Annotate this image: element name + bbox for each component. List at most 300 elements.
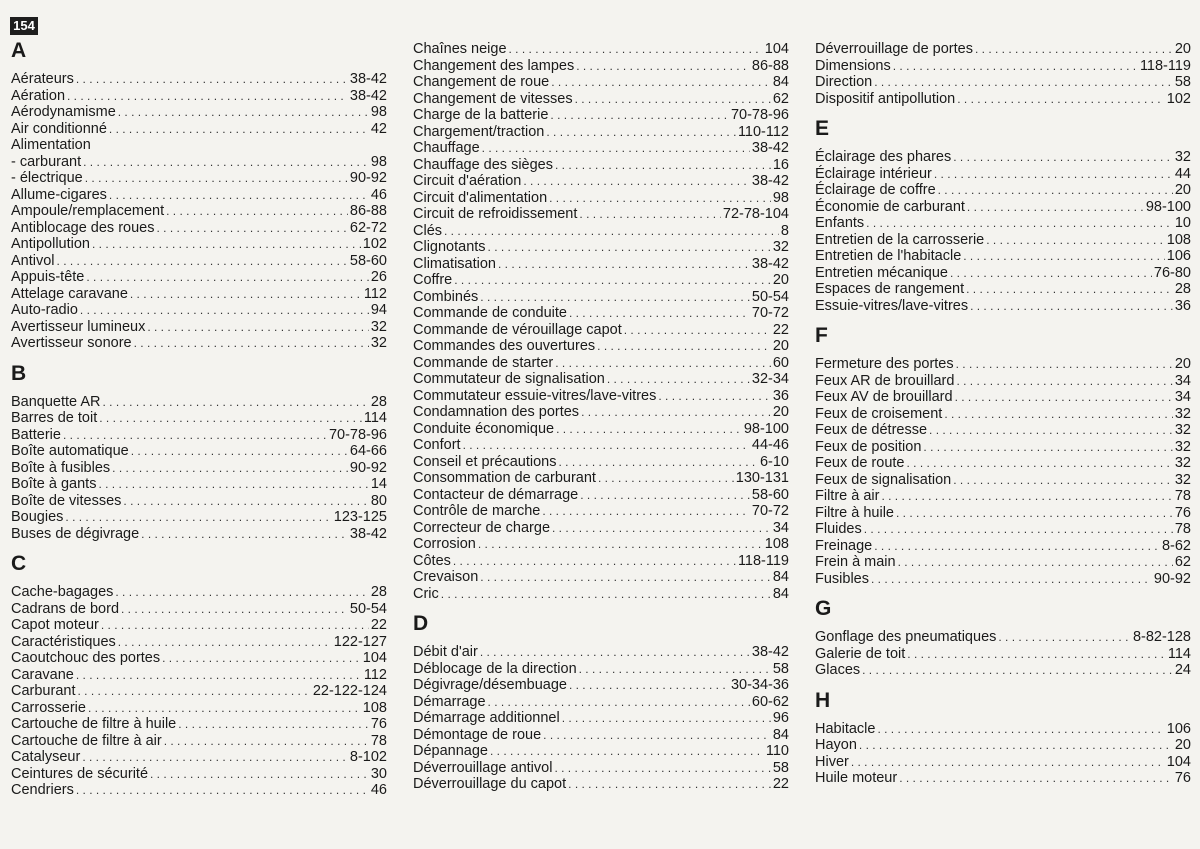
dot-leader (953, 149, 1173, 166)
entry-page-ref: 98 (772, 189, 789, 206)
dot-leader (112, 460, 348, 477)
index-entry (11, 509, 387, 526)
index-entry (815, 662, 1191, 679)
index-entry (413, 305, 789, 322)
index-entry (11, 187, 387, 204)
index-entry (413, 157, 789, 174)
dot-leader (859, 737, 1173, 754)
entry-page-ref: 24 (1174, 662, 1191, 678)
entry-page-ref: 8-82-128 (1132, 629, 1191, 645)
entry-page-ref: 10 (1174, 215, 1191, 231)
index-entry (815, 41, 1191, 58)
entry-page-ref: 20 (772, 404, 789, 420)
entry-label: Freinage (815, 537, 873, 554)
dot-leader (851, 754, 1165, 771)
entry-page-ref: 26 (370, 269, 387, 285)
index-entry (11, 71, 387, 88)
dot-leader (130, 286, 362, 303)
dot-leader (896, 505, 1173, 522)
entry-label: Commande de starter (413, 354, 554, 371)
index-section (815, 323, 1191, 587)
index-entry (413, 776, 789, 793)
dot-leader (579, 661, 771, 678)
entry-label: Appuis-tête (11, 269, 85, 285)
entry-label: Cache-bagages (11, 584, 114, 600)
index-entry (413, 190, 789, 207)
index-entry (815, 422, 1191, 439)
index-entry (413, 289, 789, 306)
index-entry (815, 646, 1191, 663)
entry-page-ref: 20 (1174, 41, 1191, 57)
entry-label: Cartouche de filtre à huile (11, 716, 177, 732)
entry-page-ref: 64-66 (349, 443, 387, 459)
dot-leader (115, 584, 368, 601)
index-entry (815, 505, 1191, 522)
index-section (815, 688, 1191, 787)
dot-leader (83, 154, 369, 171)
entry-page-ref: 38-42 (349, 71, 387, 87)
dot-leader (576, 58, 750, 75)
entry-page-ref: 46 (370, 782, 387, 798)
dot-leader (555, 355, 771, 372)
dot-leader (76, 782, 369, 799)
index-entry (413, 454, 789, 471)
entry-page-ref: 38-42 (349, 525, 387, 542)
entry-label: Confort (413, 437, 461, 453)
dot-leader (134, 335, 369, 352)
index-entry (413, 677, 789, 694)
index-entry (11, 394, 387, 411)
dot-leader (575, 91, 771, 108)
index-entry (815, 754, 1191, 771)
index-entry (815, 199, 1191, 216)
dot-leader (109, 187, 369, 204)
entry-page-ref: 44-46 (751, 437, 789, 453)
index-column-1 (11, 38, 387, 799)
entry-page-ref: 98 (370, 104, 387, 120)
dot-leader (569, 677, 729, 694)
index-entry (815, 472, 1191, 489)
entry-page-ref: 78 (370, 732, 387, 749)
index-entry (815, 265, 1191, 282)
entry-label: Conduite économique (413, 420, 555, 437)
dot-leader (85, 170, 348, 187)
dot-leader (956, 356, 1173, 373)
entry-page-ref: 8-102 (349, 749, 387, 765)
entry-label: Coffre (413, 272, 453, 288)
index-entry (815, 74, 1191, 91)
index-section (413, 611, 789, 793)
dot-leader (957, 91, 1165, 108)
dot-leader (121, 601, 348, 618)
index-entry (413, 74, 789, 91)
entry-label: Caractéristiques (11, 633, 116, 650)
index-entry (413, 91, 789, 108)
index-entry (11, 766, 387, 783)
dot-leader (938, 182, 1173, 199)
entry-label: Chauffage (413, 140, 480, 156)
dot-leader (975, 41, 1173, 58)
entry-label: Fermeture des portes (815, 356, 954, 372)
entry-page-ref: 98 (370, 153, 387, 170)
index-entry (11, 154, 387, 171)
entry-page-ref: 32 (1174, 455, 1191, 471)
entry-page-ref: 32 (1174, 405, 1191, 422)
index-column-2 (413, 41, 789, 793)
entry-page-ref: 98-100 (1145, 198, 1191, 215)
entry-page-ref: 8 (780, 222, 789, 239)
index-entry (11, 460, 387, 477)
index-entry (413, 239, 789, 256)
index-entry (413, 553, 789, 570)
index-entry (413, 437, 789, 454)
entry-page-ref: 58-60 (751, 486, 789, 503)
dot-leader (118, 634, 332, 651)
entry-page-ref: 108 (362, 699, 387, 716)
index-entry (815, 356, 1191, 373)
dot-leader (99, 410, 362, 427)
dot-leader (67, 88, 348, 105)
dot-leader (898, 554, 1173, 571)
dot-leader (77, 683, 310, 700)
entry-label: Buses de dégivrage (11, 525, 140, 542)
entry-label: Barres de toit (11, 410, 98, 426)
entry-page-ref: 50-54 (751, 288, 789, 305)
entry-label: Galerie de toit (815, 645, 906, 662)
entry-page-ref: 32-34 (751, 371, 789, 387)
index-entry (413, 503, 789, 520)
dot-leader (955, 389, 1173, 406)
entry-page-ref: 62 (772, 90, 789, 107)
entry-label: Filtre à huile (815, 504, 894, 521)
entry-label: Hiver (815, 753, 849, 770)
index-entry (815, 571, 1191, 588)
entry-page-ref: 76-80 (1153, 264, 1191, 281)
dot-leader (877, 721, 1164, 738)
dot-leader (934, 166, 1173, 183)
entry-label: Carburant (11, 683, 76, 699)
entry-page-ref: 78 (1174, 521, 1191, 537)
entry-page-ref: 106 (1166, 720, 1191, 737)
dot-leader (551, 74, 771, 91)
entry-label: Changement de vitesses (413, 90, 573, 107)
index-entry (11, 104, 387, 121)
dot-leader (480, 644, 750, 661)
entry-page-ref: 114 (1167, 645, 1191, 662)
index-entry (11, 170, 387, 187)
index-entry (413, 644, 789, 661)
section-letter: F (815, 324, 828, 347)
entry-label: Banquette AR (11, 393, 101, 410)
entry-page-ref: 22 (370, 617, 387, 633)
entry-page-ref: 72-78-104 (722, 206, 789, 222)
entry-label: Capot moteur (11, 617, 99, 633)
dot-leader (482, 140, 750, 157)
entry-page-ref: 38-42 (349, 87, 387, 104)
entry-page-ref: 28 (370, 584, 387, 600)
dot-leader (862, 662, 1173, 679)
dot-leader (555, 157, 771, 174)
dot-leader (950, 265, 1152, 282)
dot-leader (953, 472, 1173, 489)
index-entry (11, 319, 387, 336)
index-entry (413, 272, 789, 289)
index-entry (11, 443, 387, 460)
entry-label: Éclairage de coffre (815, 182, 936, 198)
entry-page-ref: 62-72 (349, 219, 387, 236)
entry-page-ref: 36 (772, 387, 789, 404)
entry-label: Attelage caravane (11, 285, 128, 302)
entry-page-ref: 86-88 (349, 203, 387, 219)
entry-page-ref: 28 (1174, 281, 1191, 297)
dot-leader (80, 302, 369, 319)
dot-leader (162, 650, 361, 667)
entry-page-ref: 34 (772, 519, 789, 536)
dot-leader (907, 646, 1166, 663)
entry-page-ref: 118-119 (737, 552, 789, 569)
index-entry (11, 302, 387, 319)
index-entry (815, 298, 1191, 315)
dot-leader (579, 206, 720, 223)
dot-leader (76, 667, 362, 684)
index-entry (413, 487, 789, 504)
dot-leader (463, 437, 750, 454)
index-entry (815, 248, 1191, 265)
section-letter: A (11, 39, 27, 62)
entry-page-ref: 76 (1174, 770, 1191, 786)
entry-label: Feux de route (815, 455, 905, 471)
entry-page-ref: 70-72 (751, 305, 789, 321)
index-entry (11, 749, 387, 766)
entry-page-ref: 102 (1166, 90, 1191, 107)
dot-leader (57, 253, 348, 270)
dot-leader (874, 538, 1160, 555)
entry-page-ref: 20 (772, 338, 789, 354)
entry-label: Contrôle de marche (413, 503, 541, 519)
entry-page-ref: 102 (362, 236, 387, 252)
index-entry (815, 166, 1191, 183)
index-entry (815, 406, 1191, 423)
entry-label: Ampoule/remplacement (11, 203, 165, 219)
index-entry (413, 223, 789, 240)
index-entry (815, 538, 1191, 555)
index-entry (413, 421, 789, 438)
entry-page-ref: 110-112 (737, 123, 789, 140)
entry-page-ref: 6-10 (759, 453, 789, 470)
entry-label: Habitacle (815, 720, 876, 737)
index-entry (413, 124, 789, 141)
entry-page-ref: 60 (772, 354, 789, 371)
entry-page-ref: 80 (370, 492, 387, 509)
index-entry (11, 782, 387, 799)
entry-label: Circuit d'alimentation (413, 189, 548, 206)
entry-page-ref: 58-60 (349, 252, 387, 269)
entry-label: Allume-cigares (11, 186, 107, 203)
index-entry (815, 373, 1191, 390)
entry-label: Déverrouillage du capot (413, 776, 567, 792)
entry-label: Bougies (11, 509, 64, 525)
index-entry (413, 107, 789, 124)
dot-leader (552, 520, 771, 537)
entry-page-ref: 118-119 (1139, 57, 1191, 74)
index-entry (11, 476, 387, 493)
entry-page-ref: 20 (1174, 356, 1191, 372)
entry-page-ref: 104 (1166, 753, 1191, 770)
entry-page-ref: 58 (1174, 74, 1191, 90)
dot-leader (86, 269, 369, 286)
index-entry (413, 206, 789, 223)
index-entry (11, 526, 387, 543)
entry-page-ref: 50-54 (349, 600, 387, 617)
entry-label: Feux de signalisation (815, 471, 952, 488)
index-entry (413, 727, 789, 744)
dot-leader (554, 760, 770, 777)
entry-label: Avertisseur sonore (11, 335, 132, 351)
entry-page-ref: 28 (370, 393, 387, 410)
index-entry (815, 149, 1191, 166)
entry-page-ref: 44 (1174, 165, 1191, 182)
section-letter: B (11, 361, 27, 385)
index-entry (413, 404, 789, 421)
index-section (11, 361, 387, 543)
dot-leader (549, 190, 771, 207)
index-entry (11, 88, 387, 105)
dot-leader (568, 776, 771, 793)
index-entry (11, 253, 387, 270)
entry-label: Commande de conduite (413, 305, 567, 321)
section-letter: H (815, 688, 831, 712)
dot-leader (893, 58, 1138, 75)
entry-label: Commandes des ouvertures (413, 338, 596, 354)
dot-leader (164, 733, 369, 750)
entry-label: - électrique (11, 170, 83, 186)
dot-leader (166, 203, 348, 220)
dot-leader (970, 298, 1173, 315)
index-entry (815, 455, 1191, 472)
dot-leader (543, 727, 771, 744)
index-entry (11, 493, 387, 510)
entry-label: Gonflage des pneumatiques (815, 629, 997, 645)
entry-label: Fusibles (815, 570, 869, 587)
entry-label: Hayon (815, 737, 857, 753)
entry-label: Boîte à fusibles (11, 459, 111, 476)
entry-page-ref: 32 (1174, 422, 1191, 438)
index-section (413, 41, 789, 602)
index-entry (413, 256, 789, 273)
entry-page-ref: 90-92 (349, 170, 387, 186)
entry-page-ref: 20 (1174, 737, 1191, 753)
dot-leader (569, 305, 750, 322)
dot-leader (480, 289, 750, 306)
dot-leader (871, 571, 1152, 588)
entry-label: Climatisation (413, 255, 496, 272)
entry-label: Antipollution (11, 236, 90, 252)
index-entry (413, 41, 789, 58)
entry-label: Changement de roue (413, 74, 550, 90)
dot-leader (63, 427, 327, 444)
dot-leader (874, 74, 1173, 91)
entry-label: Avertisseur lumineux (11, 318, 146, 335)
entry-label: Éclairage des phares (815, 149, 952, 165)
entry-label: Commande de vérouillage capot (413, 321, 622, 338)
entry-page-ref: 60-62 (751, 693, 789, 710)
entry-label: Dépannage (413, 743, 488, 759)
entry-page-ref: 38-42 (751, 255, 789, 272)
index-entry (815, 629, 1191, 646)
dot-leader (157, 220, 348, 237)
index-entry (11, 137, 387, 154)
index-entry (11, 601, 387, 618)
entry-page-ref: 106 (1166, 248, 1191, 264)
entry-page-ref: 98-100 (743, 420, 789, 437)
section-letter: C (11, 552, 27, 575)
index-section (11, 38, 387, 352)
dot-leader (580, 487, 750, 504)
entry-label: Combinés (413, 288, 479, 305)
entry-label: Corrosion (413, 536, 476, 552)
dot-leader (864, 521, 1173, 538)
dot-leader (956, 373, 1172, 390)
entry-page-ref: 30-34-36 (730, 677, 789, 693)
entry-label: Filtre à air (815, 488, 880, 504)
index-entry (815, 58, 1191, 75)
entry-label: Cartouche de filtre à air (11, 732, 162, 749)
entry-page-ref: 62 (1174, 554, 1191, 570)
entry-page-ref: 46 (370, 186, 387, 203)
dot-leader (88, 700, 361, 717)
dot-leader (944, 406, 1173, 423)
entry-label: Espaces de rangement (815, 281, 965, 297)
dot-leader (598, 470, 734, 487)
entry-page-ref: 22-122-124 (312, 683, 387, 699)
section-letter: E (815, 117, 830, 140)
entry-label: Correcteur de charge (413, 519, 551, 536)
entry-page-ref: 70-78-96 (730, 107, 789, 123)
entry-label: Dimensions (815, 57, 891, 74)
entry-page-ref: 84 (772, 569, 789, 585)
dot-leader (178, 716, 369, 733)
index-entry (11, 410, 387, 427)
entry-label: Démontage de roue (413, 726, 542, 743)
dot-leader (523, 173, 750, 190)
entry-label: Enfants (815, 215, 865, 231)
entry-page-ref: 32 (370, 335, 387, 351)
index-section (11, 551, 387, 799)
entry-label: Déverrouillage antivol (413, 759, 553, 776)
index-entry (11, 236, 387, 253)
index-entry (11, 716, 387, 733)
dot-leader (558, 454, 757, 471)
entry-page-ref: 32 (1174, 471, 1191, 488)
entry-label: Alimentation (11, 137, 91, 153)
index-entry (11, 427, 387, 444)
entry-page-ref: 108 (764, 536, 789, 552)
section-letter: D (413, 612, 429, 635)
index-entry (11, 650, 387, 667)
dot-leader (658, 388, 771, 405)
index-entry (413, 694, 789, 711)
dot-leader (444, 223, 779, 240)
index-entry (413, 470, 789, 487)
index-entry (413, 520, 789, 537)
entry-label: Débit d'air (413, 644, 478, 660)
dot-leader (150, 766, 369, 783)
dot-leader (866, 215, 1173, 232)
dot-leader (480, 569, 771, 586)
entry-page-ref: 110 (765, 743, 789, 759)
entry-page-ref: 38-42 (751, 140, 789, 156)
index-entry (413, 355, 789, 372)
